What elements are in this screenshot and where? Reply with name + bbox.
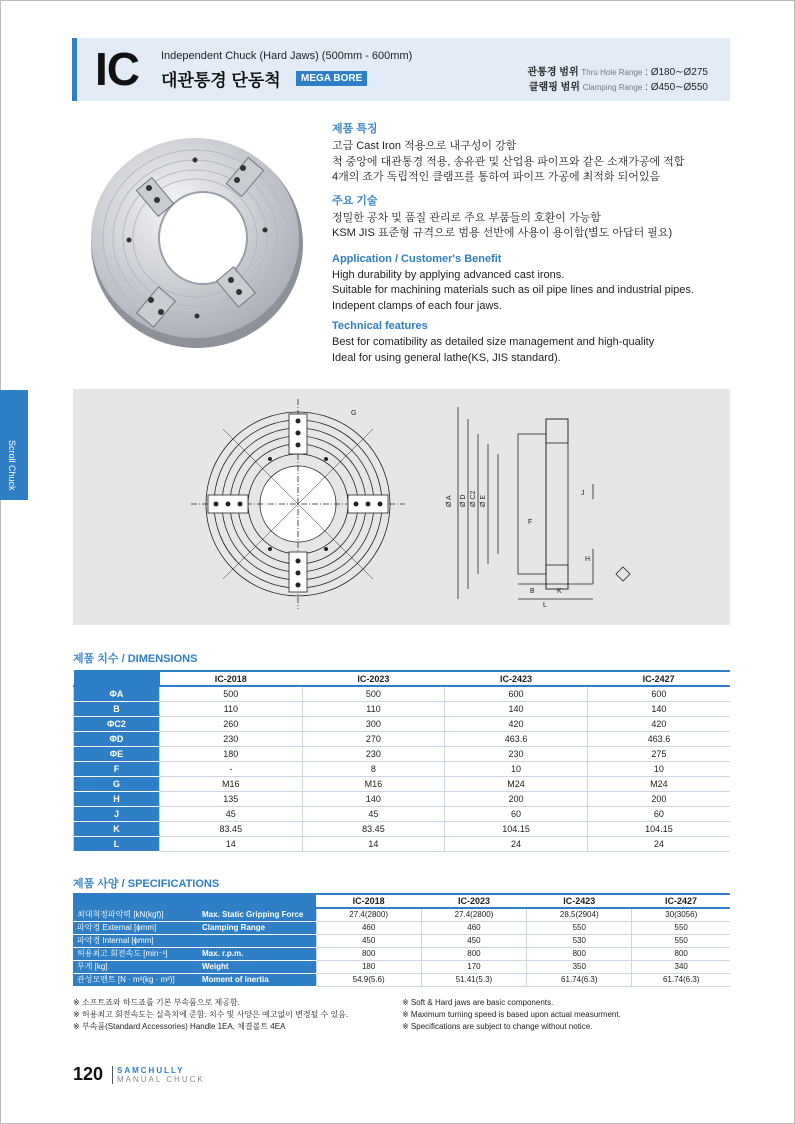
brand-tagline: MANUAL CHUCK [117,1075,205,1084]
table-cell: 180 [160,746,303,761]
application-title: Application / Customer's Benefit [332,252,502,265]
thru-hole-range: 관통경 범위 Thru Hole Range : Ø180∼Ø275 [527,67,708,78]
table-cell: 460 [421,921,526,934]
table-row [74,686,731,701]
table-row [74,791,731,806]
row-label: L [74,836,160,851]
table-row [74,761,731,776]
drawing-label-d: Ø D [460,494,467,507]
table-cell: 140 [445,701,588,716]
row-label-en: Max. Static Gripping Force [202,910,304,920]
table-cell: 530 [527,934,632,947]
column-header: IC-2018 [160,671,303,686]
table-cell: 600 [587,686,730,701]
table-cell: 460 [316,921,421,934]
column-header: IC-2023 [421,894,526,908]
table-row [74,716,731,731]
table-cell: 61.74(6.3) [632,973,730,986]
thru-hole-value: Ø180∼Ø275 [650,67,708,78]
drawing-label-j: J [581,490,585,497]
row-label-en: Max. r.p.m. [202,949,244,958]
drawing-label-l: L [543,602,547,609]
thru-hole-label-en: Thru Hole Range [581,68,643,77]
header-corner [73,894,316,908]
table-cell: - [160,761,303,776]
table-row [74,836,731,851]
table-cell: 28.5(2904) [527,908,632,921]
table-cell: 30(3056) [632,908,730,921]
table-row [74,701,731,716]
header-corner [74,671,160,686]
notes-ko [73,997,348,1033]
model-code: IC [95,43,139,95]
row-label-ko: 무게 [kg] [77,962,108,971]
table-row [73,921,730,934]
table-cell: M16 [302,776,445,791]
feature-line: Suitable for machining materials such as oil pipe lines and industrial pipes. [332,284,694,296]
table-cell: 110 [302,701,445,716]
note-line: ※ Specifications are subject to change without notice. [402,1022,593,1031]
table-header-row [74,671,731,686]
table-cell: 45 [302,806,445,821]
table-cell: 300 [302,716,445,731]
drawing-label-b: B [530,588,535,595]
feature-line: 정밀한 공차 및 품질 관리로 주요 부품들의 호환이 가능함 [332,211,601,224]
table-row [74,746,731,761]
feature-line: Best for comatibility as detailed size management and high-quality [332,336,655,348]
table-cell: 45 [160,806,303,821]
row-label-ko: 파악경 Internal [ϕmm] [77,936,154,945]
table-cell: 135 [160,791,303,806]
row-label-en: Clamping Range [202,923,266,932]
column-header: IC-2018 [316,894,421,908]
table-cell: 550 [632,921,730,934]
row-label: ΦC2 [74,716,160,731]
table-cell: 200 [587,791,730,806]
table-cell: 500 [302,686,445,701]
table-cell: 83.45 [302,821,445,836]
table-row [73,973,730,986]
drawing-label-c2: Ø C2 [470,490,477,507]
row-label: H [74,791,160,806]
row-label-en: Weight [202,962,229,971]
row-label [73,973,316,986]
table-row [74,821,731,836]
feature-line: Indepent clamps of each four jaws. [332,299,502,312]
table-cell: 10 [445,761,588,776]
table-cell: 275 [587,746,730,761]
side-tab[interactable] [0,390,28,500]
clamping-value: Ø450∼Ø550 [650,82,708,93]
notes-en [402,997,621,1033]
table-row [73,934,730,947]
table-row [74,806,731,821]
table-cell: 104.15 [587,821,730,836]
subtitle-ko: 대관통경 단동척 [161,71,281,90]
dimensions-table [73,670,730,852]
table-cell: 340 [632,960,730,973]
feature-line: High durability by applying advanced cast irons. [332,268,565,281]
table-cell: 8 [302,761,445,776]
table-cell: 27.4(2800) [316,908,421,921]
row-label [73,934,316,947]
features-section [332,120,732,366]
table-cell: 14 [160,836,303,851]
tech-ko-title: 주요 기술 [332,194,378,207]
row-label-ko: 최대척정파악력 [kN(kgf)] [77,910,164,920]
row-label: ΦD [74,731,160,746]
drawing-label-f: F [528,519,533,526]
table-row [74,731,731,746]
table-cell: 600 [445,686,588,701]
drawing-label-h: H [585,556,591,563]
table-row [73,908,730,921]
table-cell: 800 [421,947,526,960]
note-line: ※ 부속품(Standard Accessories) Handle 1EA, 체결볼트 4EA [73,1022,286,1031]
table-cell: 230 [445,746,588,761]
table-cell: 60 [445,806,588,821]
row-label: ΦE [74,746,160,761]
note-line: ※ Maximum turning speed is based upon actual measurment. [402,1010,621,1019]
technical-features-title: Technical features [332,320,428,332]
table-cell: 104.15 [445,821,588,836]
table-cell: 10 [587,761,730,776]
table-cell: 450 [421,934,526,947]
table-row [73,947,730,960]
feature-line: 고급 Cast Iron 적용으로 내구성이 강함 [332,140,517,152]
table-cell: 420 [587,716,730,731]
table-cell: 200 [445,791,588,806]
column-header: IC-2423 [527,894,632,908]
table-row [74,776,731,791]
row-label: J [74,806,160,821]
table-header-row [73,894,730,908]
drawing-label-g: G [351,410,357,417]
clamping-range: 클램핑 범위 Clamping Range : Ø450∼Ø550 [528,82,708,93]
table-cell: 54.9(5.6) [316,973,421,986]
row-label-en: Moment of inertia [202,975,269,984]
table-cell: 110 [160,701,303,716]
column-header: IC-2427 [587,671,730,686]
table-cell: 463.6 [445,731,588,746]
table-cell: 450 [316,934,421,947]
column-header: IC-2423 [445,671,588,686]
table-cell: 24 [445,836,588,851]
table-cell: 350 [527,960,632,973]
feature-line: KSM JIS 표준형 규격으로 범용 선반에 사용이 용이함(별도 아답터 필요) [332,227,673,239]
feature-line: 척 중앙에 대관통경 적용, 송유관 및 산업용 파이프와 같은 소재가공에 적합 [332,155,685,168]
row-label [73,960,316,973]
brand-logo [112,1066,205,1084]
table-cell: 140 [302,791,445,806]
clamping-label-ko: 클램핑 범위 [528,82,580,93]
product-photo [85,120,310,360]
row-label: ΦA [74,686,160,701]
thru-hole-label-ko: 관통경 범위 [527,67,579,78]
table-cell: 14 [302,836,445,851]
mega-bore-badge: MEGA BORE [296,71,367,86]
row-label [73,908,316,921]
table-cell: 60 [587,806,730,821]
table-cell: 800 [527,947,632,960]
table-cell: 83.45 [160,821,303,836]
feature-line: Ideal for using general lathe(KS, JIS standard). [332,351,561,364]
features-ko-title: 제품 특징 [332,123,378,135]
side-tab-label: Scroll Chuck [7,440,17,491]
table-cell: 51.41(5.3) [421,973,526,986]
row-label: K [74,821,160,836]
table-cell: 420 [445,716,588,731]
dimensions-title: 제품 치수 / DIMENSIONS [73,653,198,665]
row-label [73,921,316,934]
table-cell: 800 [316,947,421,960]
table-cell: 27.4(2800) [421,908,526,921]
drawing-label-e: Ø E [480,494,487,507]
column-header: IC-2023 [302,671,445,686]
table-cell: 500 [160,686,303,701]
clamping-label-en: Clamping Range [582,83,643,92]
specifications-title: 제품 사양 / SPECIFICATIONS [73,878,220,890]
specifications-table [73,893,730,987]
table-cell: 800 [632,947,730,960]
row-label: B [74,701,160,716]
table-cell: M24 [445,776,588,791]
technical-drawing [73,389,730,625]
row-label: G [74,776,160,791]
column-header: IC-2427 [632,894,730,908]
table-cell: 550 [632,934,730,947]
table-cell: 61.74(6.3) [527,973,632,986]
row-label-ko: 허용최고 회전속도 [min⁻¹] [77,949,168,958]
row-label-ko: 파악경 External [ϕmm] [77,923,157,932]
table-cell: M24 [587,776,730,791]
table-cell: 270 [302,731,445,746]
note-line: ※ 허용최고 회전속도는 실측치에 준함. 치수 및 사양은 예고없이 변경될 수 있음. [73,1010,349,1019]
table-cell: 170 [421,960,526,973]
table-cell: 230 [160,731,303,746]
page-number: 120 [73,1064,104,1084]
table-cell: 230 [302,746,445,761]
row-label-ko: 관성모멘트 [N · m²(kg · m²)] [77,975,175,984]
table-cell: M16 [160,776,303,791]
table-row [73,960,730,973]
table-cell: 180 [316,960,421,973]
table-cell: 260 [160,716,303,731]
subtitle-en: Independent Chuck (Hard Jaws) (500mm - 600mm) [161,50,413,62]
row-label: F [74,761,160,776]
row-label [73,947,316,960]
header-banner [72,38,730,101]
table-cell: 463.6 [587,731,730,746]
drawing-label-a: Ø A [446,495,453,507]
note-line: ※ Soft & Hard jaws are basic components. [402,998,554,1007]
note-line: ※ 소프트죠와 하드죠를 기본 부속품으로 제공함. [73,998,240,1007]
table-cell: 24 [587,836,730,851]
drawing-label-k: K [557,588,562,595]
table-cell: 550 [527,921,632,934]
brand-name: SAMCHULLY [117,1066,185,1075]
table-cell: 140 [587,701,730,716]
feature-line: 4개의 죠가 독립적인 클램프를 통하여 파이프 가공에 최적화 되어있음 [332,171,661,183]
